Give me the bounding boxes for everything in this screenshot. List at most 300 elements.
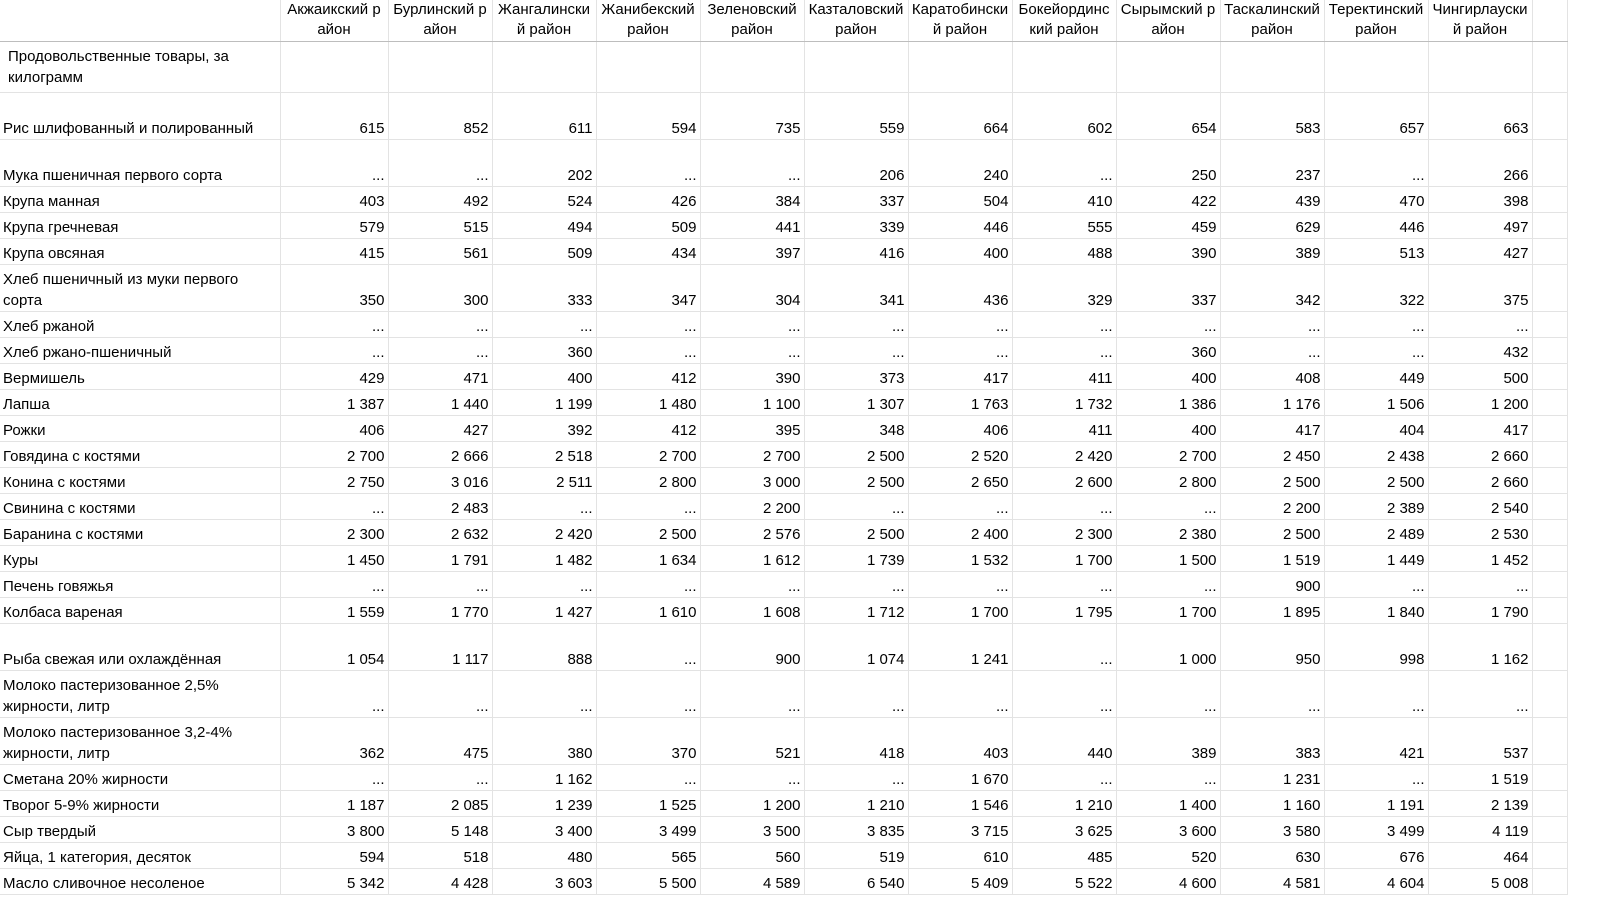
price-cell[interactable]: ... xyxy=(908,572,1012,598)
price-cell[interactable]: 2 632 xyxy=(388,520,492,546)
price-cell[interactable]: 1 700 xyxy=(1012,546,1116,572)
price-cell[interactable]: ... xyxy=(280,338,388,364)
empty-cell[interactable] xyxy=(908,42,1012,93)
price-cell[interactable]: ... xyxy=(1324,671,1428,718)
price-cell[interactable]: ... xyxy=(1324,140,1428,187)
price-cell[interactable]: 427 xyxy=(1428,239,1532,265)
price-cell[interactable]: 1 739 xyxy=(804,546,908,572)
price-cell[interactable]: ... xyxy=(1324,572,1428,598)
price-cell[interactable]: 304 xyxy=(700,265,804,312)
price-cell[interactable]: 427 xyxy=(388,416,492,442)
price-cell[interactable]: 663 xyxy=(1428,93,1532,140)
empty-cell[interactable] xyxy=(1532,93,1567,140)
price-cell[interactable]: 565 xyxy=(596,843,700,869)
price-cell[interactable]: 380 xyxy=(492,718,596,765)
price-cell[interactable]: 2 200 xyxy=(1220,494,1324,520)
price-cell[interactable]: 488 xyxy=(1012,239,1116,265)
price-cell[interactable]: 410 xyxy=(1012,187,1116,213)
price-cell[interactable]: 900 xyxy=(1220,572,1324,598)
price-cell[interactable]: 2 576 xyxy=(700,520,804,546)
price-cell[interactable]: 2 511 xyxy=(492,468,596,494)
price-cell[interactable]: 3 800 xyxy=(280,817,388,843)
price-cell[interactable]: 459 xyxy=(1116,213,1220,239)
row-label-cell[interactable]: Сметана 20% жирности xyxy=(0,765,280,791)
price-cell[interactable]: 446 xyxy=(908,213,1012,239)
empty-cell[interactable] xyxy=(1532,468,1567,494)
empty-cell[interactable] xyxy=(1532,624,1567,671)
price-cell[interactable]: ... xyxy=(1012,494,1116,520)
price-cell[interactable]: ... xyxy=(1116,572,1220,598)
price-cell[interactable]: 492 xyxy=(388,187,492,213)
price-cell[interactable]: 411 xyxy=(1012,416,1116,442)
price-cell[interactable]: 5 008 xyxy=(1428,869,1532,895)
price-cell[interactable]: 3 400 xyxy=(492,817,596,843)
price-cell[interactable]: ... xyxy=(492,671,596,718)
price-cell[interactable]: 1 634 xyxy=(596,546,700,572)
price-cell[interactable]: 2 500 xyxy=(596,520,700,546)
price-cell[interactable]: 630 xyxy=(1220,843,1324,869)
price-cell[interactable]: 560 xyxy=(700,843,804,869)
price-cell[interactable]: 5 409 xyxy=(908,869,1012,895)
price-cell[interactable]: ... xyxy=(1012,671,1116,718)
price-cell[interactable]: 1 160 xyxy=(1220,791,1324,817)
empty-cell[interactable] xyxy=(1532,239,1567,265)
price-cell[interactable]: 520 xyxy=(1116,843,1220,869)
price-cell[interactable]: 2 660 xyxy=(1428,468,1532,494)
price-cell[interactable]: 400 xyxy=(908,239,1012,265)
price-cell[interactable]: ... xyxy=(700,765,804,791)
price-cell[interactable]: ... xyxy=(1428,572,1532,598)
price-cell[interactable]: 1 162 xyxy=(1428,624,1532,671)
price-cell[interactable]: ... xyxy=(1012,140,1116,187)
price-cell[interactable]: 1 386 xyxy=(1116,390,1220,416)
price-cell[interactable]: 206 xyxy=(804,140,908,187)
row-label-cell[interactable]: Хлеб ржаной xyxy=(0,312,280,338)
corner-cell[interactable] xyxy=(0,0,280,42)
price-cell[interactable]: ... xyxy=(804,312,908,338)
row-label-cell[interactable]: Крупа гречневая xyxy=(0,213,280,239)
price-cell[interactable]: 464 xyxy=(1428,843,1532,869)
price-cell[interactable]: 3 715 xyxy=(908,817,1012,843)
price-cell[interactable]: 1 506 xyxy=(1324,390,1428,416)
price-cell[interactable]: 1 546 xyxy=(908,791,1012,817)
price-cell[interactable]: ... xyxy=(1220,671,1324,718)
price-cell[interactable]: 397 xyxy=(700,239,804,265)
price-cell[interactable]: ... xyxy=(280,312,388,338)
price-cell[interactable]: 3 603 xyxy=(492,869,596,895)
price-cell[interactable]: ... xyxy=(1116,312,1220,338)
price-cell[interactable]: ... xyxy=(804,671,908,718)
empty-cell[interactable] xyxy=(1532,520,1567,546)
empty-cell[interactable] xyxy=(1532,718,1567,765)
price-cell[interactable]: 398 xyxy=(1428,187,1532,213)
empty-cell[interactable] xyxy=(492,42,596,93)
row-label-cell[interactable]: Лапша xyxy=(0,390,280,416)
row-label-cell[interactable]: Сыр твердый xyxy=(0,817,280,843)
price-cell[interactable]: ... xyxy=(700,572,804,598)
price-cell[interactable]: ... xyxy=(280,140,388,187)
price-cell[interactable]: 390 xyxy=(700,364,804,390)
price-cell[interactable]: 375 xyxy=(1428,265,1532,312)
price-cell[interactable]: 1 480 xyxy=(596,390,700,416)
empty-cell[interactable] xyxy=(700,42,804,93)
price-cell[interactable]: 579 xyxy=(280,213,388,239)
price-cell[interactable]: 4 581 xyxy=(1220,869,1324,895)
price-cell[interactable]: ... xyxy=(492,312,596,338)
price-cell[interactable]: 1 712 xyxy=(804,598,908,624)
row-label-cell[interactable]: Хлеб ржано-пшеничный xyxy=(0,338,280,364)
price-cell[interactable]: 1 670 xyxy=(908,765,1012,791)
price-cell[interactable]: 475 xyxy=(388,718,492,765)
price-cell[interactable]: 389 xyxy=(1116,718,1220,765)
price-cell[interactable]: 1 895 xyxy=(1220,598,1324,624)
empty-cell[interactable] xyxy=(1532,265,1567,312)
price-cell[interactable]: ... xyxy=(804,494,908,520)
price-cell[interactable]: 4 604 xyxy=(1324,869,1428,895)
price-cell[interactable]: 5 500 xyxy=(596,869,700,895)
price-cell[interactable]: 1 452 xyxy=(1428,546,1532,572)
price-cell[interactable]: 559 xyxy=(804,93,908,140)
row-label-cell[interactable]: Крупа манная xyxy=(0,187,280,213)
price-cell[interactable]: 3 500 xyxy=(700,817,804,843)
price-cell[interactable]: 2 520 xyxy=(908,442,1012,468)
price-cell[interactable]: 676 xyxy=(1324,843,1428,869)
column-header-cell[interactable]: Жангалинский район xyxy=(492,0,596,42)
price-cell[interactable]: 360 xyxy=(1116,338,1220,364)
empty-cell[interactable] xyxy=(596,42,700,93)
price-cell[interactable]: 5 522 xyxy=(1012,869,1116,895)
empty-cell[interactable] xyxy=(1532,140,1567,187)
price-cell[interactable]: 4 428 xyxy=(388,869,492,895)
price-cell[interactable]: 500 xyxy=(1428,364,1532,390)
price-cell[interactable]: ... xyxy=(908,671,1012,718)
price-cell[interactable]: 436 xyxy=(908,265,1012,312)
price-cell[interactable]: 266 xyxy=(1428,140,1532,187)
column-header-cell[interactable]: Казталовский район xyxy=(804,0,908,42)
price-cell[interactable]: 4 600 xyxy=(1116,869,1220,895)
price-cell[interactable]: 2 530 xyxy=(1428,520,1532,546)
price-cell[interactable]: ... xyxy=(1012,572,1116,598)
price-cell[interactable]: 615 xyxy=(280,93,388,140)
price-cell[interactable]: 610 xyxy=(908,843,1012,869)
price-cell[interactable]: 480 xyxy=(492,843,596,869)
price-cell[interactable]: ... xyxy=(596,671,700,718)
price-cell[interactable]: 418 xyxy=(804,718,908,765)
price-cell[interactable]: 1 608 xyxy=(700,598,804,624)
price-cell[interactable]: 1 732 xyxy=(1012,390,1116,416)
price-cell[interactable]: 519 xyxy=(804,843,908,869)
price-cell[interactable]: 611 xyxy=(492,93,596,140)
price-cell[interactable]: 2 518 xyxy=(492,442,596,468)
price-cell[interactable]: 3 016 xyxy=(388,468,492,494)
price-cell[interactable]: 432 xyxy=(1428,338,1532,364)
empty-cell[interactable] xyxy=(1532,494,1567,520)
price-cell[interactable]: ... xyxy=(908,494,1012,520)
price-cell[interactable]: 250 xyxy=(1116,140,1220,187)
empty-cell[interactable] xyxy=(1324,42,1428,93)
price-cell[interactable]: 2 400 xyxy=(908,520,1012,546)
price-cell[interactable]: 2 650 xyxy=(908,468,1012,494)
price-cell[interactable]: 1 610 xyxy=(596,598,700,624)
empty-cell[interactable] xyxy=(1532,546,1567,572)
price-cell[interactable]: 2 500 xyxy=(804,520,908,546)
price-cell[interactable]: 1 532 xyxy=(908,546,1012,572)
price-cell[interactable]: 339 xyxy=(804,213,908,239)
row-label-cell[interactable]: Печень говяжья xyxy=(0,572,280,598)
price-cell[interactable]: 555 xyxy=(1012,213,1116,239)
empty-cell[interactable] xyxy=(1532,42,1567,93)
price-cell[interactable]: 400 xyxy=(1116,364,1220,390)
price-cell[interactable]: ... xyxy=(388,338,492,364)
price-cell[interactable]: 449 xyxy=(1324,364,1428,390)
price-cell[interactable]: 400 xyxy=(492,364,596,390)
price-cell[interactable]: ... xyxy=(280,494,388,520)
price-cell[interactable]: 408 xyxy=(1220,364,1324,390)
price-cell[interactable]: ... xyxy=(388,572,492,598)
price-cell[interactable]: 2 483 xyxy=(388,494,492,520)
empty-cell[interactable] xyxy=(1532,364,1567,390)
price-cell[interactable]: ... xyxy=(1324,765,1428,791)
empty-cell[interactable] xyxy=(1532,671,1567,718)
column-header-cell[interactable]: Теректинский район xyxy=(1324,0,1428,42)
price-cell[interactable]: 561 xyxy=(388,239,492,265)
price-cell[interactable]: 403 xyxy=(280,187,388,213)
price-cell[interactable]: 1 450 xyxy=(280,546,388,572)
price-cell[interactable]: ... xyxy=(700,140,804,187)
price-cell[interactable]: 2 500 xyxy=(804,468,908,494)
price-cell[interactable]: ... xyxy=(1220,312,1324,338)
price-cell[interactable]: 1 770 xyxy=(388,598,492,624)
price-cell[interactable]: 392 xyxy=(492,416,596,442)
row-label-cell[interactable]: Свинина с костями xyxy=(0,494,280,520)
row-label-cell[interactable]: Рыба свежая или охлаждённая xyxy=(0,624,280,671)
row-label-cell[interactable]: Куры xyxy=(0,546,280,572)
price-cell[interactable]: 2 700 xyxy=(596,442,700,468)
price-cell[interactable]: ... xyxy=(596,494,700,520)
price-cell[interactable]: 341 xyxy=(804,265,908,312)
price-cell[interactable]: 400 xyxy=(1116,416,1220,442)
row-label-cell[interactable]: Молоко пастеризованное 3,2-4% жирности, литр xyxy=(0,718,280,765)
price-cell[interactable]: ... xyxy=(1324,312,1428,338)
price-cell[interactable]: 2 420 xyxy=(492,520,596,546)
price-cell[interactable]: 3 000 xyxy=(700,468,804,494)
price-cell[interactable]: ... xyxy=(492,494,596,520)
price-cell[interactable]: 5 342 xyxy=(280,869,388,895)
price-cell[interactable]: ... xyxy=(700,312,804,338)
empty-cell[interactable] xyxy=(1532,312,1567,338)
price-cell[interactable]: 2 500 xyxy=(1220,468,1324,494)
price-cell[interactable]: ... xyxy=(596,338,700,364)
price-cell[interactable]: 2 500 xyxy=(1324,468,1428,494)
empty-cell[interactable] xyxy=(1532,442,1567,468)
price-cell[interactable]: 1 525 xyxy=(596,791,700,817)
price-cell[interactable]: 300 xyxy=(388,265,492,312)
price-cell[interactable]: 1 241 xyxy=(908,624,1012,671)
price-cell[interactable]: 202 xyxy=(492,140,596,187)
row-label-cell[interactable]: Рис шлифованный и полированный xyxy=(0,93,280,140)
price-cell[interactable]: ... xyxy=(700,671,804,718)
price-cell[interactable]: ... xyxy=(596,765,700,791)
price-cell[interactable]: 1 239 xyxy=(492,791,596,817)
column-header-cell[interactable]: Чингирлауский район xyxy=(1428,0,1532,42)
price-cell[interactable]: 1 074 xyxy=(804,624,908,671)
price-cell[interactable]: 2 666 xyxy=(388,442,492,468)
price-cell[interactable]: 950 xyxy=(1220,624,1324,671)
price-cell[interactable]: ... xyxy=(1324,338,1428,364)
price-cell[interactable]: ... xyxy=(804,572,908,598)
price-cell[interactable]: 350 xyxy=(280,265,388,312)
price-cell[interactable]: 2 500 xyxy=(804,442,908,468)
price-cell[interactable]: 657 xyxy=(1324,93,1428,140)
price-cell[interactable]: ... xyxy=(596,312,700,338)
price-cell[interactable]: 434 xyxy=(596,239,700,265)
price-cell[interactable]: 1 519 xyxy=(1220,546,1324,572)
price-cell[interactable]: 329 xyxy=(1012,265,1116,312)
empty-cell[interactable] xyxy=(1532,765,1567,791)
price-cell[interactable]: 735 xyxy=(700,93,804,140)
price-cell[interactable]: 5 148 xyxy=(388,817,492,843)
price-cell[interactable]: 664 xyxy=(908,93,1012,140)
price-cell[interactable]: 2 750 xyxy=(280,468,388,494)
price-cell[interactable]: 3 625 xyxy=(1012,817,1116,843)
empty-cell[interactable] xyxy=(1532,0,1567,42)
price-cell[interactable]: 411 xyxy=(1012,364,1116,390)
price-cell[interactable]: ... xyxy=(492,572,596,598)
empty-cell[interactable] xyxy=(1532,416,1567,442)
price-cell[interactable]: 2 420 xyxy=(1012,442,1116,468)
price-cell[interactable]: 404 xyxy=(1324,416,1428,442)
price-cell[interactable]: 1 054 xyxy=(280,624,388,671)
price-cell[interactable]: ... xyxy=(596,624,700,671)
price-cell[interactable]: 348 xyxy=(804,416,908,442)
price-cell[interactable]: 2 300 xyxy=(280,520,388,546)
price-cell[interactable]: 2 600 xyxy=(1012,468,1116,494)
price-cell[interactable]: ... xyxy=(1012,765,1116,791)
price-cell[interactable]: 998 xyxy=(1324,624,1428,671)
row-label-cell[interactable]: Молоко пастеризованное 2,5% жирности, литр xyxy=(0,671,280,718)
price-cell[interactable]: 415 xyxy=(280,239,388,265)
price-cell[interactable]: 537 xyxy=(1428,718,1532,765)
column-header-cell[interactable]: Жанибекский район xyxy=(596,0,700,42)
price-cell[interactable]: 1 700 xyxy=(1116,598,1220,624)
price-cell[interactable]: 888 xyxy=(492,624,596,671)
price-cell[interactable]: 390 xyxy=(1116,239,1220,265)
row-label-cell[interactable]: Баранина с костями xyxy=(0,520,280,546)
price-cell[interactable]: 1 210 xyxy=(804,791,908,817)
price-cell[interactable]: 3 580 xyxy=(1220,817,1324,843)
price-cell[interactable]: ... xyxy=(596,140,700,187)
column-header-cell[interactable]: Акжаикский район xyxy=(280,0,388,42)
price-cell[interactable]: 1 500 xyxy=(1116,546,1220,572)
price-cell[interactable]: 1 559 xyxy=(280,598,388,624)
price-cell[interactable]: 3 499 xyxy=(596,817,700,843)
price-cell[interactable]: 384 xyxy=(700,187,804,213)
price-cell[interactable]: ... xyxy=(596,572,700,598)
price-cell[interactable]: 416 xyxy=(804,239,908,265)
price-cell[interactable]: ... xyxy=(388,671,492,718)
price-cell[interactable]: 2 500 xyxy=(1220,520,1324,546)
price-cell[interactable]: 852 xyxy=(388,93,492,140)
price-cell[interactable]: 583 xyxy=(1220,93,1324,140)
price-cell[interactable]: 417 xyxy=(1428,416,1532,442)
price-cell[interactable]: 1 790 xyxy=(1428,598,1532,624)
column-header-cell[interactable]: Зеленовский район xyxy=(700,0,804,42)
empty-cell[interactable] xyxy=(1532,390,1567,416)
price-cell[interactable]: 3 499 xyxy=(1324,817,1428,843)
price-cell[interactable]: 521 xyxy=(700,718,804,765)
price-cell[interactable]: 594 xyxy=(280,843,388,869)
section-title-cell[interactable]: Продовольственные товары, за килограмм xyxy=(0,42,280,93)
price-cell[interactable]: 1 427 xyxy=(492,598,596,624)
price-cell[interactable]: 1 612 xyxy=(700,546,804,572)
price-cell[interactable]: 2 540 xyxy=(1428,494,1532,520)
empty-cell[interactable] xyxy=(1532,572,1567,598)
row-label-cell[interactable]: Колбаса вареная xyxy=(0,598,280,624)
row-label-cell[interactable]: Творог 5-9% жирности xyxy=(0,791,280,817)
price-cell[interactable]: 2 700 xyxy=(1116,442,1220,468)
price-cell[interactable]: 412 xyxy=(596,364,700,390)
row-label-cell[interactable]: Хлеб пшеничный из муки первого сорта xyxy=(0,265,280,312)
price-cell[interactable]: 1 176 xyxy=(1220,390,1324,416)
price-cell[interactable]: 421 xyxy=(1324,718,1428,765)
price-cell[interactable]: 1 795 xyxy=(1012,598,1116,624)
price-cell[interactable]: 1 440 xyxy=(388,390,492,416)
price-cell[interactable]: 2 389 xyxy=(1324,494,1428,520)
price-cell[interactable]: 509 xyxy=(596,213,700,239)
price-cell[interactable]: ... xyxy=(1116,494,1220,520)
price-cell[interactable]: 240 xyxy=(908,140,1012,187)
price-cell[interactable]: 2 700 xyxy=(280,442,388,468)
row-label-cell[interactable]: Крупа овсяная xyxy=(0,239,280,265)
price-cell[interactable]: 362 xyxy=(280,718,388,765)
price-cell[interactable]: 389 xyxy=(1220,239,1324,265)
price-cell[interactable]: 1 100 xyxy=(700,390,804,416)
price-cell[interactable]: 1 000 xyxy=(1116,624,1220,671)
price-cell[interactable]: 441 xyxy=(700,213,804,239)
empty-cell[interactable] xyxy=(1532,869,1567,895)
empty-cell[interactable] xyxy=(1532,187,1567,213)
price-cell[interactable]: 497 xyxy=(1428,213,1532,239)
price-cell[interactable]: 2 300 xyxy=(1012,520,1116,546)
price-cell[interactable]: 383 xyxy=(1220,718,1324,765)
price-cell[interactable]: 1 210 xyxy=(1012,791,1116,817)
price-cell[interactable]: 6 540 xyxy=(804,869,908,895)
price-cell[interactable]: 2 380 xyxy=(1116,520,1220,546)
price-cell[interactable]: 504 xyxy=(908,187,1012,213)
price-cell[interactable]: 1 763 xyxy=(908,390,1012,416)
row-label-cell[interactable]: Говядина с костями xyxy=(0,442,280,468)
price-cell[interactable]: 337 xyxy=(804,187,908,213)
price-cell[interactable]: ... xyxy=(1012,312,1116,338)
empty-cell[interactable] xyxy=(1532,213,1567,239)
price-cell[interactable]: 509 xyxy=(492,239,596,265)
price-cell[interactable]: 412 xyxy=(596,416,700,442)
price-cell[interactable]: 2 450 xyxy=(1220,442,1324,468)
column-header-cell[interactable]: Бокейординский район xyxy=(1012,0,1116,42)
price-cell[interactable]: ... xyxy=(1428,671,1532,718)
price-cell[interactable]: 515 xyxy=(388,213,492,239)
price-cell[interactable]: 1 791 xyxy=(388,546,492,572)
price-cell[interactable]: 417 xyxy=(1220,416,1324,442)
price-cell[interactable]: ... xyxy=(280,671,388,718)
price-cell[interactable]: 370 xyxy=(596,718,700,765)
price-cell[interactable]: 470 xyxy=(1324,187,1428,213)
price-cell[interactable]: 3 835 xyxy=(804,817,908,843)
price-cell[interactable]: ... xyxy=(908,312,1012,338)
price-cell[interactable]: 2 489 xyxy=(1324,520,1428,546)
price-cell[interactable]: 1 199 xyxy=(492,390,596,416)
price-cell[interactable]: 1 700 xyxy=(908,598,1012,624)
